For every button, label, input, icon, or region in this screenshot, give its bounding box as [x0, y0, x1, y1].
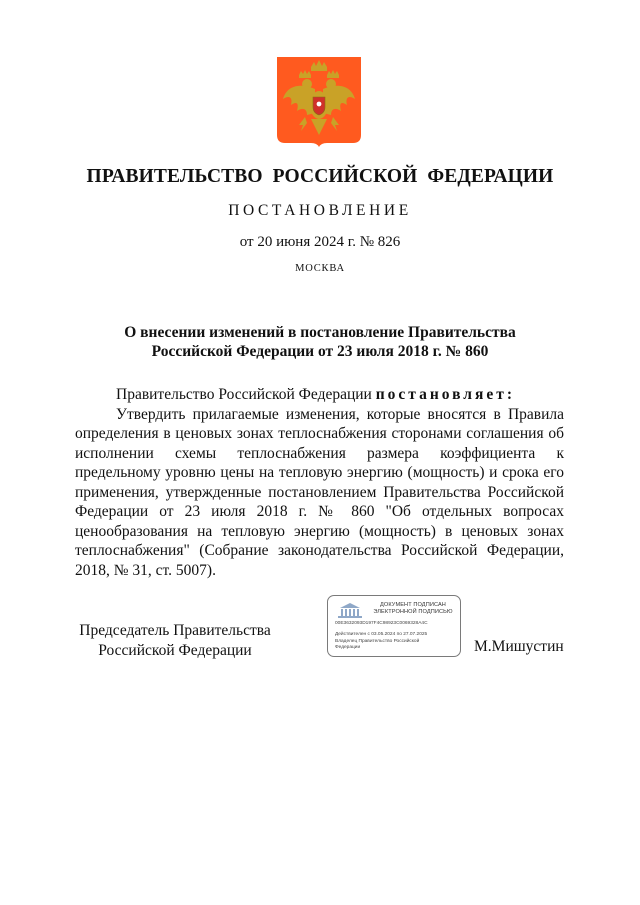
document-type: ПОСТАНОВЛЕНИЕ [228, 202, 412, 219]
subject-line-2: Российской Федерации от 23 июля 2018 г. № 860 [151, 343, 489, 360]
intro-paragraph [75, 385, 564, 405]
main-paragraph: Утвердить прилагаемые изменения, которые вносятся в Правила определения в ценовых зонах теплоснабжения сторонами соглашения об исполнении схемы теплоснабжения размера коэффициента к предельному уровню цены на тепловую энергию (мощность) и срока его применения, утвержденные постановлением Правительства Российской Федерации от 23 июля 2018 г. № 860 "Об отдельных вопросах ценообразования на тепловую энергию (мощность) в ценовых зонах теплоснабжения" (Собрание законодательства Российской Федерации, 2018, № 31, ст. 5007). [75, 405, 564, 579]
stamp-title [368, 602, 458, 616]
stamp-owner-line-2: Федерации [335, 645, 361, 650]
subject-line-1: О внесении изменений в постановление Правительства [124, 324, 516, 341]
building-icon [336, 601, 364, 619]
document-city: МОСКВА [295, 263, 345, 274]
stamp-certificate: 00E3632093D197F4C98923C0069328A4C [335, 621, 428, 626]
document-subject [80, 323, 560, 361]
government-title: ПРАВИТЕЛЬСТВО РОССИЙСКОЙ ФЕДЕРАЦИИ [86, 166, 554, 187]
stamp-title-line-2: ЭЛЕКТРОННОЙ ПОДПИСЬЮ [373, 609, 453, 615]
document-date-number: от 20 июня 2024 г. № 826 [239, 234, 401, 250]
signatory-name: М.Мишустин [474, 638, 564, 655]
coat-of-arms-icon [275, 55, 363, 148]
signatory-role-line-1: Председатель Правительства [79, 622, 271, 639]
stamp-title-line-1: ДОКУМЕНТ ПОДПИСАН [380, 602, 446, 608]
document-body [75, 385, 564, 580]
electronic-signature-stamp [327, 595, 461, 657]
stamp-owner-line-1: Владелец Правительство Российской [335, 639, 420, 644]
signatory-role [70, 621, 280, 660]
stamp-validity: Действителен с 03.05.2024 по 27.07.2025 [335, 632, 428, 637]
signatory-role-line-2: Российской Федерации [98, 641, 252, 659]
intro-text: Правительство Российской Федерации [116, 386, 376, 403]
intro-emphasis: постановляет: [375, 386, 516, 403]
